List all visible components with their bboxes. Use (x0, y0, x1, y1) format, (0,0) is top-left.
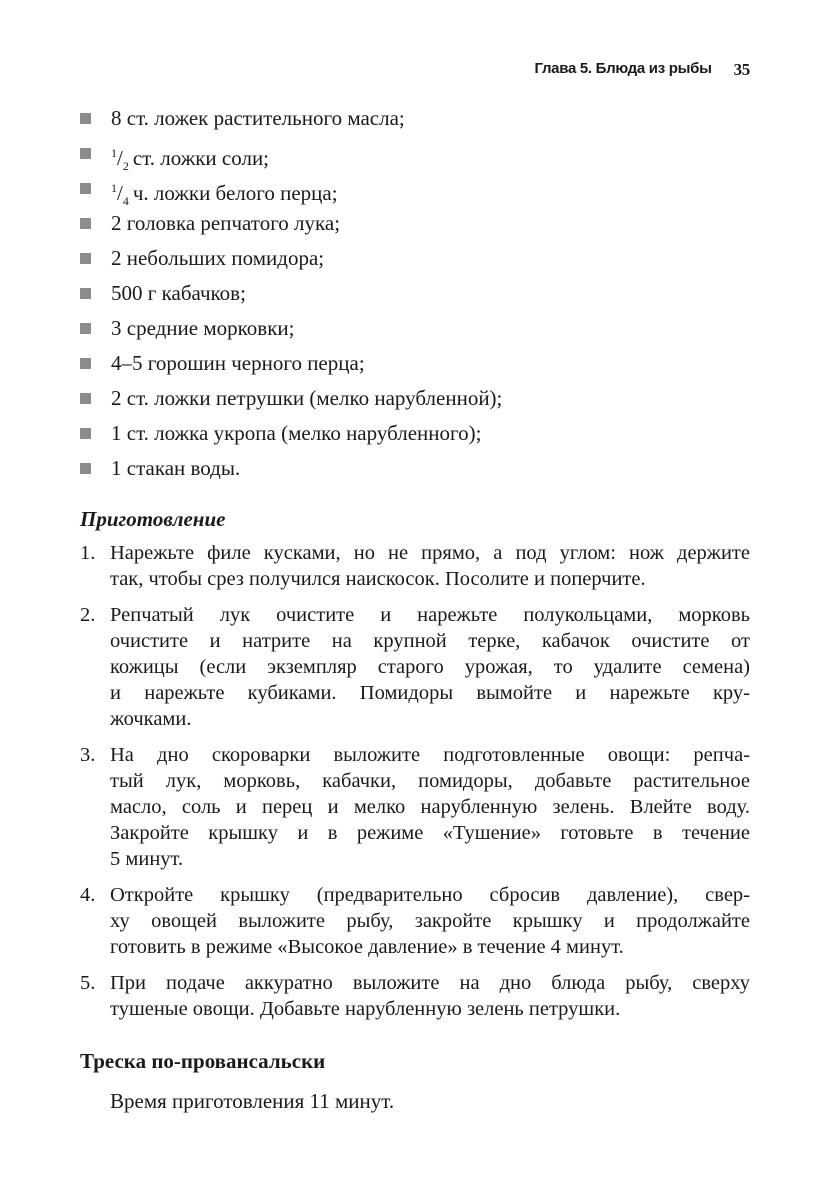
step-line: масло, соль и перец и мелко нарубленную зелень. Влейте воду. (110, 796, 750, 818)
ingredient-text-wrap (111, 454, 240, 482)
ingredient-item (80, 139, 750, 174)
step-number: 1. (80, 542, 96, 564)
step-line: Нарежьте филе кусками, но не прямо, а под углом: нож держите (110, 542, 750, 564)
step-number: 3. (80, 744, 96, 766)
ingredient-text-wrap (111, 279, 246, 307)
step-line: так, чтобы срез получился наискосок. Посолите и поперчите. (110, 568, 646, 590)
step-item (80, 540, 750, 592)
step-line: Репчатый лук очистите и нарежьте полукольцами, морковь (110, 604, 750, 626)
square-bullet-icon (80, 288, 91, 299)
running-header (535, 60, 751, 80)
ingredient-item (80, 209, 750, 244)
square-bullet-icon (80, 113, 91, 124)
ingredient-text: 500 г кабачков; (111, 281, 246, 305)
chapter-title: Глава 5. Блюда из рыбы (534, 60, 712, 77)
ingredient-text: ст. ложки соли; (132, 146, 270, 170)
preparation-heading: Приготовление (80, 507, 226, 531)
fraction-slash: / (117, 181, 123, 205)
step-text (110, 742, 750, 872)
ingredient-text: 1 ст. ложка укропа (мелко нарубленного); (111, 421, 482, 445)
step-text (110, 882, 750, 960)
square-bullet-icon (80, 323, 91, 334)
ingredient-text-wrap (111, 209, 340, 237)
ingredient-item (80, 104, 750, 139)
step-line: При подаче аккуратно выложите на дно блюда рыбу, сверху (110, 972, 750, 994)
square-bullet-icon (80, 463, 91, 474)
step-item (80, 882, 750, 960)
square-bullet-icon (80, 148, 91, 159)
step-number: 4. (80, 884, 96, 906)
fraction-numerator: 1 (111, 146, 117, 160)
cooking-time: Время приготовления 11 минут. (110, 1089, 395, 1113)
step-item (80, 970, 750, 1022)
ingredient-text: 8 ст. ложек растительного масла; (111, 106, 405, 130)
step-item (80, 602, 750, 732)
square-bullet-icon (80, 218, 91, 229)
square-bullet-icon (80, 428, 91, 439)
ingredient-item (80, 174, 750, 209)
square-bullet-icon (80, 358, 91, 369)
step-line: тый лук, морковь, кабачки, помидоры, добавьте растительное (110, 770, 750, 792)
ingredient-text-wrap (111, 384, 502, 412)
ingredient-text: 2 головка репчатого лука; (111, 211, 341, 235)
step-item (80, 742, 750, 872)
step-line: Откройте крышку (предварительно сбросив давление), свер- (110, 884, 750, 906)
ingredient-text-wrap (111, 419, 481, 447)
step-line: кожицы (если экземпляр старого урожая, то удалите семена) (110, 656, 750, 678)
ingredient-text: 4–5 горошин черного перца; (111, 351, 365, 375)
ingredient-item (80, 349, 750, 384)
ingredient-text: 2 ст. ложки петрушки (мелко нарубленной); (111, 386, 503, 410)
step-line: очистите и натрите на крупной терке, кабачок очистите от (110, 630, 750, 652)
square-bullet-icon (80, 183, 91, 194)
fraction (111, 146, 129, 174)
step-line: ху овощей выложите рыбу, закройте крышку и продолжайте (110, 910, 750, 932)
step-line: готовить в режиме «Высокое давление» в течение 4 минут. (110, 936, 624, 958)
preparation-steps (80, 540, 750, 1032)
step-text (110, 540, 750, 592)
step-line: Закройте крышку и в режиме «Тушение» готовьте в течение (110, 822, 750, 844)
ingredient-item (80, 454, 750, 489)
ingredient-item (80, 314, 750, 349)
ingredient-text-wrap (111, 104, 405, 132)
ingredient-text-wrap (111, 244, 324, 272)
square-bullet-icon (80, 253, 91, 264)
fraction-denominator: 2 (122, 159, 129, 174)
fraction (111, 181, 129, 209)
step-number: 2. (80, 604, 96, 626)
step-line: жочками. (110, 708, 192, 730)
ingredient-text: ч. ложки белого перца; (132, 181, 338, 205)
step-text (110, 602, 750, 732)
ingredient-text-wrap (111, 314, 294, 342)
ingredient-item (80, 419, 750, 454)
ingredient-text: 3 средние морковки; (111, 316, 295, 340)
recipe-title: Треска по-провансальски (80, 1049, 326, 1073)
step-number: 5. (80, 972, 96, 994)
ingredient-item (80, 244, 750, 279)
step-line: 5 минут. (110, 848, 184, 870)
step-line: и нарежьте кубиками. Помидоры вымойте и нарежьте кру- (110, 682, 750, 704)
ingredient-text: 2 небольших помидора; (111, 246, 325, 270)
fraction-denominator: 4 (122, 194, 129, 209)
ingredient-item (80, 279, 750, 314)
ingredient-item (80, 384, 750, 419)
square-bullet-icon (80, 393, 91, 404)
fraction-slash: / (117, 146, 123, 170)
step-line: На дно скороварки выложите подготовленные овощи: репча- (110, 744, 750, 766)
ingredient-text: 1 стакан воды. (111, 456, 241, 480)
ingredient-text-wrap (111, 349, 365, 377)
fraction-numerator: 1 (111, 181, 117, 195)
step-text (110, 970, 750, 1022)
ingredients-list (80, 104, 750, 489)
step-line: тушеные овощи. Добавьте нарубленную зелень петрушки. (110, 998, 621, 1020)
page-number: 35 (733, 60, 750, 79)
